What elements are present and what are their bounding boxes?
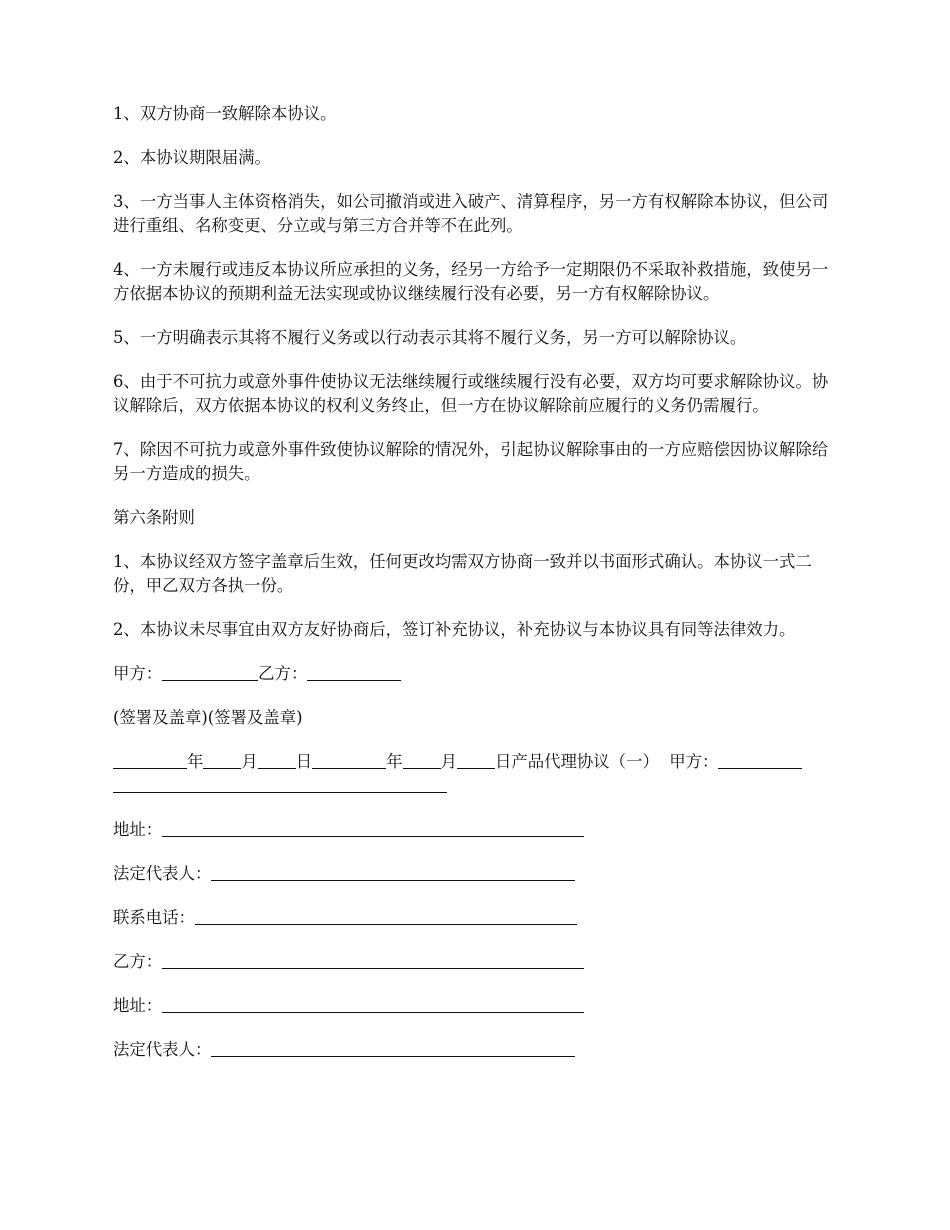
clause-4: 4、一方未履行或违反本协议所应承担的义务，经另一方给予一定期限仍不采取补救措施，致使另一方依据本协议的预期利益无法实现或协议继续履行没有必要，另一方有权解除协议。 — [113, 260, 829, 303]
year-label-2: 年 — [386, 752, 403, 771]
field-address-a — [113, 818, 840, 842]
day-label-2: 日 — [494, 752, 512, 771]
field-label: 乙方： — [113, 952, 163, 971]
field-blank — [162, 994, 584, 1013]
field-label: 法定代表人： — [113, 1040, 212, 1059]
month-label: 月 — [241, 752, 258, 771]
clause-2: 2、本协议期限届满。 — [113, 148, 271, 167]
month-blank-2 — [403, 750, 441, 769]
party-a-name-blank — [718, 750, 802, 769]
field-label: 联系电话： — [113, 908, 195, 927]
year-blank — [113, 750, 187, 769]
appendix-clause-1: 1、本协议经双方签字盖章后生效，任何更改均需双方协商一致并以书面形式确认。本协议一式二份，甲乙双方各执一份。 — [113, 552, 812, 595]
month-blank — [203, 750, 241, 769]
document-body — [113, 102, 840, 1082]
field-blank — [162, 950, 584, 969]
clause-5: 5、一方明确表示其将不履行义务或以行动表示其将不履行义务，另一方可以解除协议。 — [113, 328, 747, 347]
year-label: 年 — [187, 752, 204, 771]
seal-line: (签署及盖章)(签署及盖章) — [113, 708, 303, 727]
party-a-blank — [162, 662, 258, 681]
party-b-blank — [307, 662, 401, 681]
field-blank — [195, 906, 577, 925]
day-blank — [258, 750, 296, 769]
clause-7: 7、除因不可抗力或意外事件致使协议解除的情况外，引起协议解除事由的一方应赔偿因协议解除给另一方造成的损失。 — [113, 440, 829, 483]
party-a-label: 甲方： — [113, 664, 163, 683]
month-label-2: 月 — [440, 752, 457, 771]
field-legal-rep-b — [113, 1038, 840, 1062]
field-label: 地址： — [113, 996, 163, 1015]
field-label: 地址： — [113, 820, 163, 839]
field-blank — [162, 818, 584, 837]
field-phone-a — [113, 906, 840, 930]
clause-1: 1、双方协商一致解除本协议。 — [113, 104, 337, 123]
field-blank — [211, 1038, 575, 1057]
date-line — [113, 750, 840, 798]
year-blank-2 — [312, 750, 386, 769]
next-agreement-title: 产品代理协议（一） — [511, 752, 659, 771]
field-legal-rep-a — [113, 862, 840, 886]
signature-line — [113, 662, 840, 686]
party-a-name-blank-cont — [113, 774, 447, 793]
article-6-heading: 第六条附则 — [113, 508, 195, 527]
party-info-fields — [113, 818, 840, 1062]
appendix-clause-2: 2、本协议未尽事宜由双方友好协商后，签订补充协议，补充协议与本协议具有同等法律效力。 — [113, 620, 796, 639]
field-address-b — [113, 994, 840, 1018]
clause-6: 6、由于不可抗力或意外事件使协议无法继续履行或继续履行没有必要，双方均可要求解除协议。协议解除后，双方依据本协议的权利义务终止，但一方在协议解除前应履行的义务仍需履行。 — [113, 372, 829, 415]
day-label: 日 — [295, 752, 313, 771]
field-party-b — [113, 950, 840, 974]
field-blank — [211, 862, 575, 881]
party-b-label: 乙方： — [258, 664, 308, 683]
party-a-label-2: 甲方： — [669, 752, 719, 771]
clause-3: 3、一方当事人主体资格消失，如公司撤消或进入破产、清算程序，另一方有权解除本协议，但公司进行重组、名称变更、分立或与第三方合并等不在此列。 — [113, 192, 829, 235]
field-label: 法定代表人： — [113, 864, 212, 883]
day-blank-2 — [457, 750, 495, 769]
